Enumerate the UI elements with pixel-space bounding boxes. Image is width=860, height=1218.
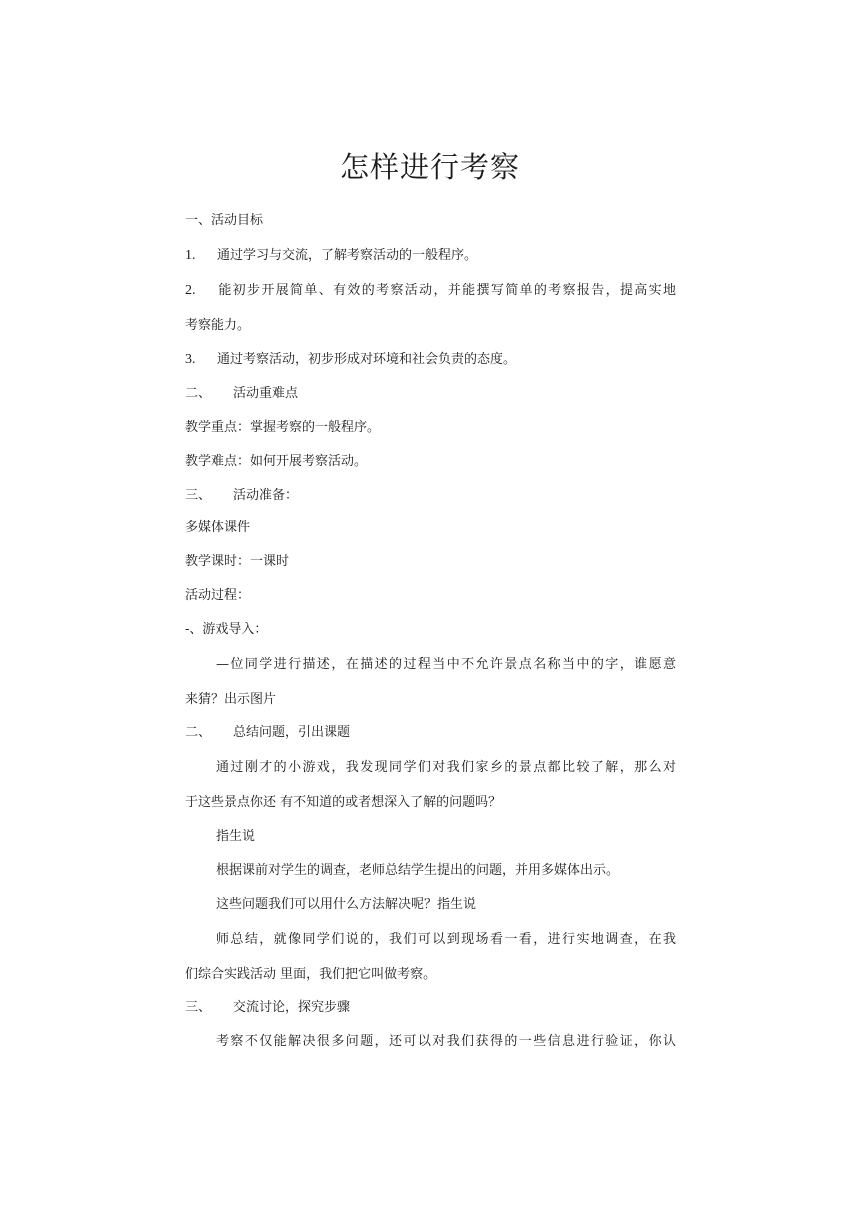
goal-item-2 — [185, 281, 676, 301]
list-number: 2. — [185, 283, 196, 298]
teaching-key-point: 教学重点：掌握考察的一般程序。 — [185, 420, 381, 435]
paragraph: 通过刚才的小游戏，我发现同学们对我们家乡的景点都比较了解，那么对 — [216, 760, 676, 775]
section-heading-goals: 一、活动目标 — [185, 213, 264, 228]
list-number: 3. — [185, 352, 196, 367]
paragraph: 指生说 — [216, 829, 256, 844]
goal-text: 能初步开展简单、有效的考察活动，并能撰写简单的考察报告，提高实地 — [217, 283, 676, 298]
goal-item-2-continued: 考察能力。 — [185, 318, 251, 333]
goal-text: 通过考察活动，初步形成对环境和社会负责的态度。 — [217, 352, 517, 367]
class-hours: 教学课时：一课时 — [185, 554, 290, 569]
section-heading-discussion — [185, 998, 350, 1018]
activity-process-heading: 活动过程： — [185, 588, 251, 603]
paragraph: 根据课前对学生的调查，老师总结学生提出的问题，并用多媒体出示。 — [216, 863, 620, 878]
list-number: 1. — [185, 248, 196, 263]
paragraph: 考察不仅能解决很多问题，还可以对我们获得的一些信息进行验证，你认 — [216, 1034, 676, 1049]
game-intro-heading: -、游戏导入： — [185, 622, 268, 637]
section-heading-preparation — [185, 486, 298, 506]
goal-text: 通过学习与交流，了解考察活动的一般程序。 — [217, 248, 478, 263]
paragraph-continued: 们综合实践活动 里面，我们把它叫做考察。 — [185, 967, 437, 982]
section-label: 活动准备： — [233, 488, 299, 503]
section-label: 活动重难点 — [233, 386, 299, 401]
goal-item-3 — [185, 350, 516, 370]
section-label: 交流讨论，探究步骤 — [233, 1000, 351, 1015]
teaching-difficulty: 教学难点：如何开展考察活动。 — [185, 454, 368, 469]
materials: 多媒体课件 — [185, 520, 251, 535]
paragraph-continued: 于这些景点你还 有不知道的或者想深入了解的问题吗？ — [185, 795, 502, 810]
paragraph: 这些问题我们可以用什么方法解决呢？指生说 — [216, 897, 477, 912]
section-label: 总结问题，引出课题 — [233, 725, 351, 740]
section-heading-focus — [185, 384, 298, 404]
section-number: 三、 — [185, 1000, 212, 1015]
paragraph: —位同学进行描述，在描述的过程当中不允许景点名称当中的字，谁愿意 — [216, 657, 676, 672]
document-title: 怎样进行考察 — [339, 150, 520, 184]
section-number: 二、 — [185, 386, 212, 401]
section-number: 三、 — [185, 488, 212, 503]
paragraph-continued: 来猜？出示图片 — [185, 692, 277, 707]
section-heading-summary — [185, 723, 350, 743]
goal-item-1 — [185, 246, 477, 266]
section-number: 二、 — [185, 725, 212, 740]
paragraph: 师总结，就像同学们说的，我们可以到现场看一看，进行实地调查，在我 — [216, 932, 676, 947]
